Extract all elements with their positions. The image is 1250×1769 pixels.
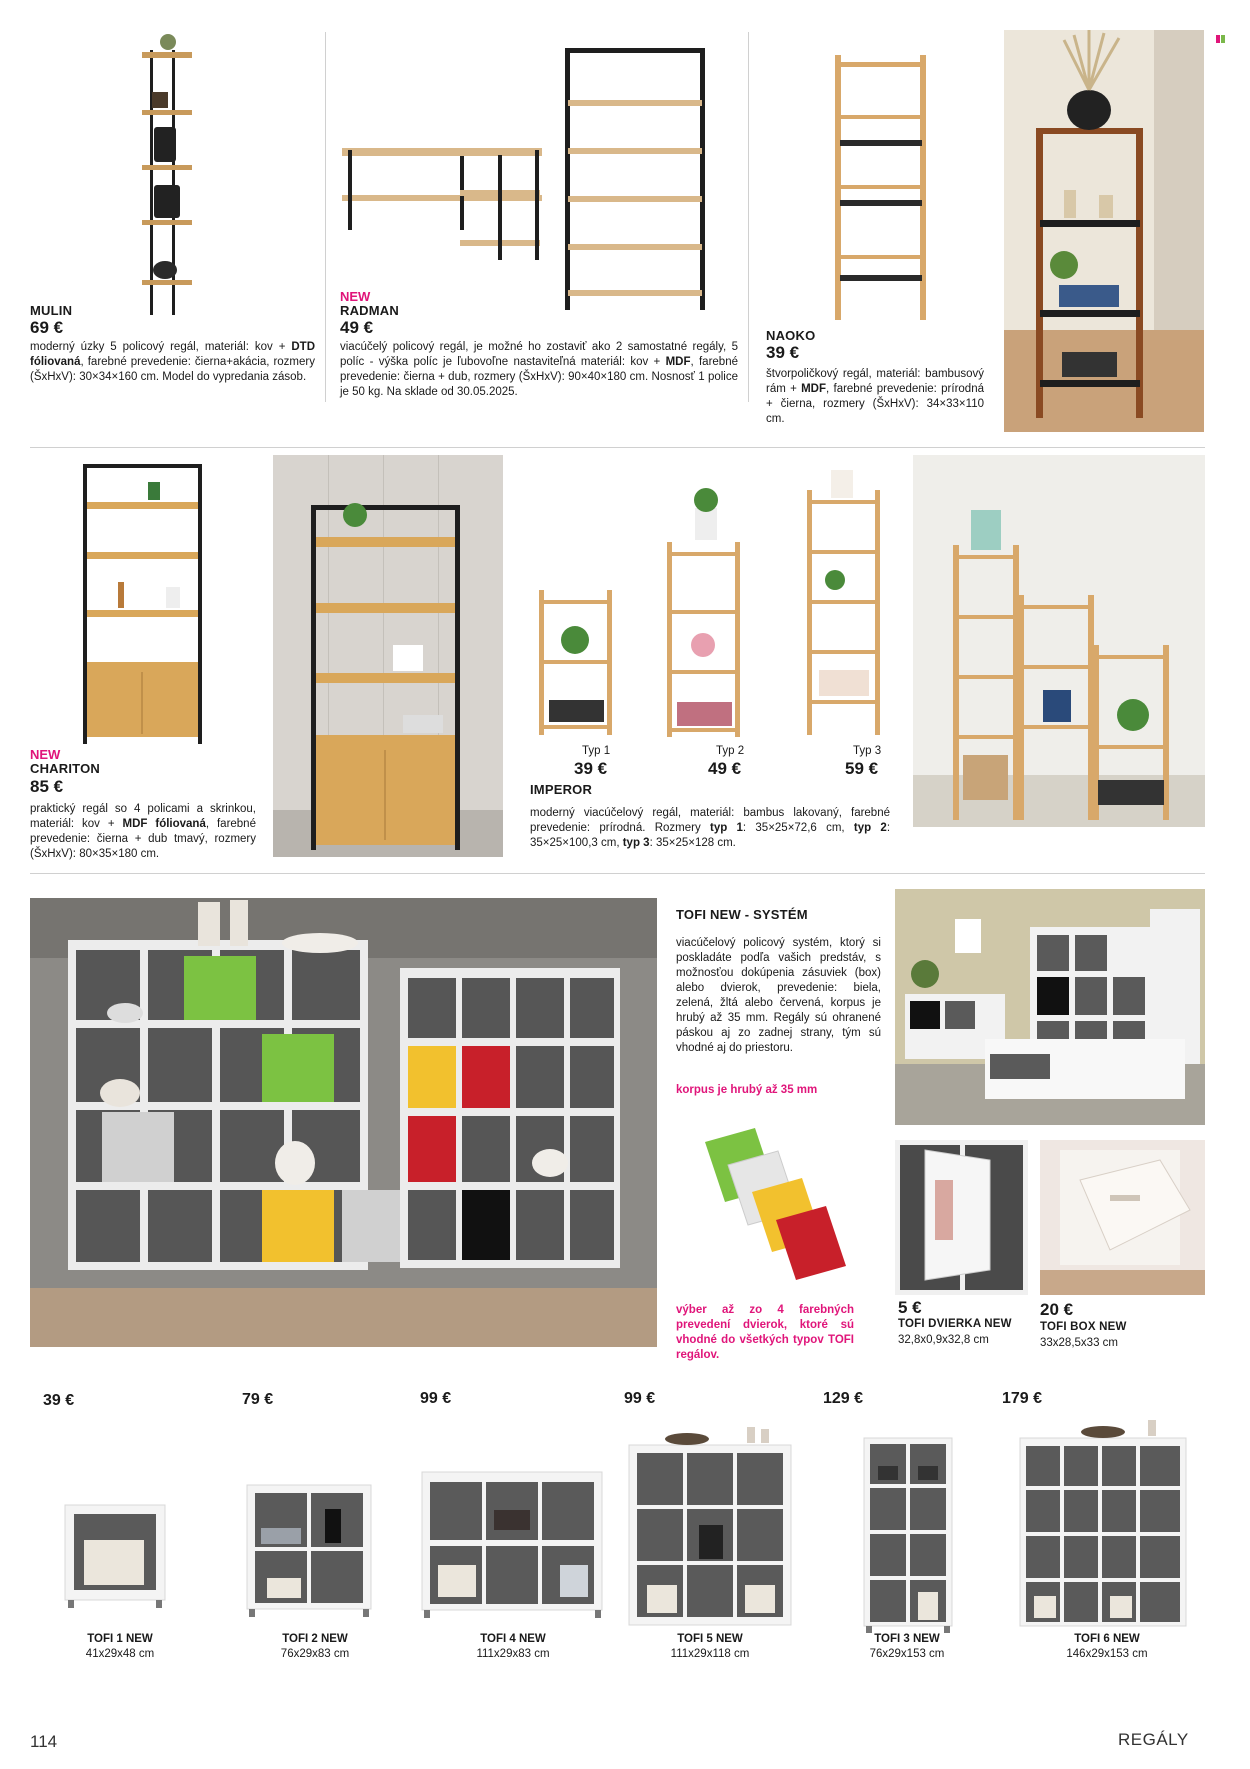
radman-image bbox=[340, 40, 720, 310]
tofi-door-name: TOFI DVIERKA NEW bbox=[898, 1318, 1012, 1330]
tofi6-dims: 146x29x153 cm bbox=[1066, 1648, 1148, 1660]
tofi1-dims: 41x29x48 cm bbox=[85, 1648, 155, 1660]
tofi2-name: TOFI 2 NEW bbox=[282, 1633, 348, 1645]
tofi3-dims: 76x29x153 cm bbox=[869, 1648, 945, 1660]
chariton-price: 85 € bbox=[30, 777, 64, 796]
tofi5-price: 99 € bbox=[624, 1390, 656, 1407]
radman-new-badge: NEW bbox=[340, 289, 371, 304]
tofi-room-photo bbox=[895, 889, 1205, 1125]
tofi-doors-image bbox=[700, 1120, 850, 1295]
imperor-type2-price: 49 € bbox=[708, 759, 742, 778]
tofi6-price: 179 € bbox=[1002, 1390, 1043, 1407]
chariton-image bbox=[78, 462, 208, 747]
tofi2-dims: 76x29x83 cm bbox=[280, 1648, 350, 1660]
tofi-box-dims: 33x28,5x33 cm bbox=[1040, 1337, 1118, 1349]
imperor-type1-label: Typ 1 bbox=[582, 745, 611, 757]
tofi-door-detail-photo bbox=[895, 1140, 1028, 1295]
tofi-box-price: 20 € bbox=[1040, 1300, 1074, 1319]
chariton-new-badge: NEW bbox=[30, 747, 61, 762]
tofi-lifestyle-photo bbox=[30, 898, 657, 1347]
imperor-description: moderný viacúčelový regál, materiál: bambus lakovaný, farebné prevedenie: prírodná. Rozmery typ 1: 35×25×72,6 cm, typ 2: 35×25×100,3 cm, typ 3: 35×25×128 cm. bbox=[530, 807, 891, 849]
naoko-price: 39 € bbox=[766, 343, 800, 362]
tofi-system-description: viacúčelový policový systém, ktorý si poskladáte podľa vašich predstáv, s možnosťou dokúpenia zásuviek (box) alebo dvierok, prevedenie: biela, zelená, žltá alebo červená, korpus je hrubý až 35 mm. Regály sú ohranené páskou aj zo zadnej strany, tým sú vhodné aj do priestoru. bbox=[676, 937, 881, 1054]
radman-description: viacúčelý policový regál, je možné ho zostaviť ako 2 samostatné regály, 5 políc - výška políc je ľubovoľne nastaviteľná materiál: kov + MDF, farebné prevedenie: čierna + dub, rozmery (ŠxHxV): 90×40×180 cm. Nosnosť 1 police je 50 kg. Na sklade od 30.05.2025. bbox=[340, 341, 738, 398]
divider bbox=[325, 32, 326, 402]
tofi2-price: 79 € bbox=[242, 1391, 274, 1408]
tofi4-price: 99 € bbox=[420, 1390, 452, 1407]
tofi-box-name: TOFI BOX NEW bbox=[1040, 1321, 1127, 1333]
tofi5-name: TOFI 5 NEW bbox=[677, 1633, 743, 1645]
mulin-price: 69 € bbox=[30, 318, 64, 337]
tofi5-image bbox=[627, 1425, 793, 1630]
tofi2-image bbox=[245, 1483, 373, 1618]
mulin-image bbox=[130, 30, 210, 320]
imperor-type3-price: 59 € bbox=[845, 759, 879, 778]
page-number: 114 bbox=[30, 1732, 58, 1751]
naoko-image bbox=[820, 50, 950, 325]
imperor-type2-label: Typ 2 bbox=[716, 745, 745, 757]
tofi1-price: 39 € bbox=[43, 1392, 75, 1409]
tofi6-image bbox=[1018, 1420, 1188, 1635]
chariton-lifestyle-photo bbox=[273, 455, 503, 857]
brand-mark bbox=[1216, 35, 1226, 43]
naoko-name: NAOKO bbox=[766, 328, 816, 343]
tofi3-price: 129 € bbox=[823, 1390, 864, 1407]
radman-price: 49 € bbox=[340, 318, 374, 337]
mulin-name: MULIN bbox=[30, 303, 73, 318]
tofi4-name: TOFI 4 NEW bbox=[480, 1633, 546, 1645]
tofi-doors-note: výber až zo 4 farebných prevedení dvierok, ktoré sú vhodné do všetkých typov TOFI regálov. bbox=[676, 1304, 854, 1361]
divider bbox=[30, 447, 1205, 448]
tofi3-name: TOFI 3 NEW bbox=[874, 1633, 940, 1645]
imperor-image bbox=[535, 460, 895, 742]
imperor-type1-price: 39 € bbox=[574, 759, 608, 778]
chariton-description: praktický regál so 4 policami a skrinkou, materiál: kov + MDF fóliovaná, farebné prevedenie: čierna + dub tmavý, rozmery (ŠxHxV): 80×35×180 cm. bbox=[30, 803, 256, 860]
tofi1-name: TOFI 1 NEW bbox=[87, 1633, 153, 1645]
imperor-lifestyle-photo bbox=[913, 455, 1205, 827]
tofi6-name: TOFI 6 NEW bbox=[1074, 1633, 1140, 1645]
divider bbox=[748, 32, 749, 402]
radman-name: RADMAN bbox=[340, 303, 399, 318]
tofi5-dims: 111x29x118 cm bbox=[670, 1648, 750, 1660]
tofi-box-detail-photo bbox=[1040, 1140, 1205, 1295]
naoko-description: štvorpoličkový regál, materiál: bambusový rám + MDF, farebné prevedenie: prírodná + čierna, rozmery (ŠxHxV): 34×33×110 cm. bbox=[766, 368, 984, 425]
tofi-system-highlight: korpus je hrubý až 35 mm bbox=[676, 1084, 818, 1096]
imperor-name: IMPEROR bbox=[530, 782, 593, 797]
tofi1-image bbox=[60, 1500, 170, 1610]
divider bbox=[30, 873, 1205, 874]
tofi4-dims: 111x29x83 cm bbox=[476, 1648, 550, 1660]
tofi-door-dims: 32,8x0,9x32,8 cm bbox=[898, 1334, 989, 1346]
tofi-door-price: 5 € bbox=[898, 1298, 922, 1317]
tofi3-image bbox=[862, 1436, 954, 1634]
mulin-description: moderný úzky 5 policový regál, materiál: kov + DTD fóliovaná, farebné prevedenie: čierna+akácia, rozmery (ŠxHxV): 30×34×160 cm. Model do vypredania zásob. bbox=[30, 341, 315, 383]
imperor-type3-label: Typ 3 bbox=[853, 745, 882, 757]
tofi-system-title: TOFI NEW - SYSTÉM bbox=[676, 907, 808, 922]
tofi4-image bbox=[420, 1470, 605, 1620]
naoko-lifestyle-photo bbox=[1004, 30, 1204, 432]
section-label: REGÁLY bbox=[1118, 1730, 1189, 1749]
chariton-name: CHARITON bbox=[30, 761, 100, 776]
